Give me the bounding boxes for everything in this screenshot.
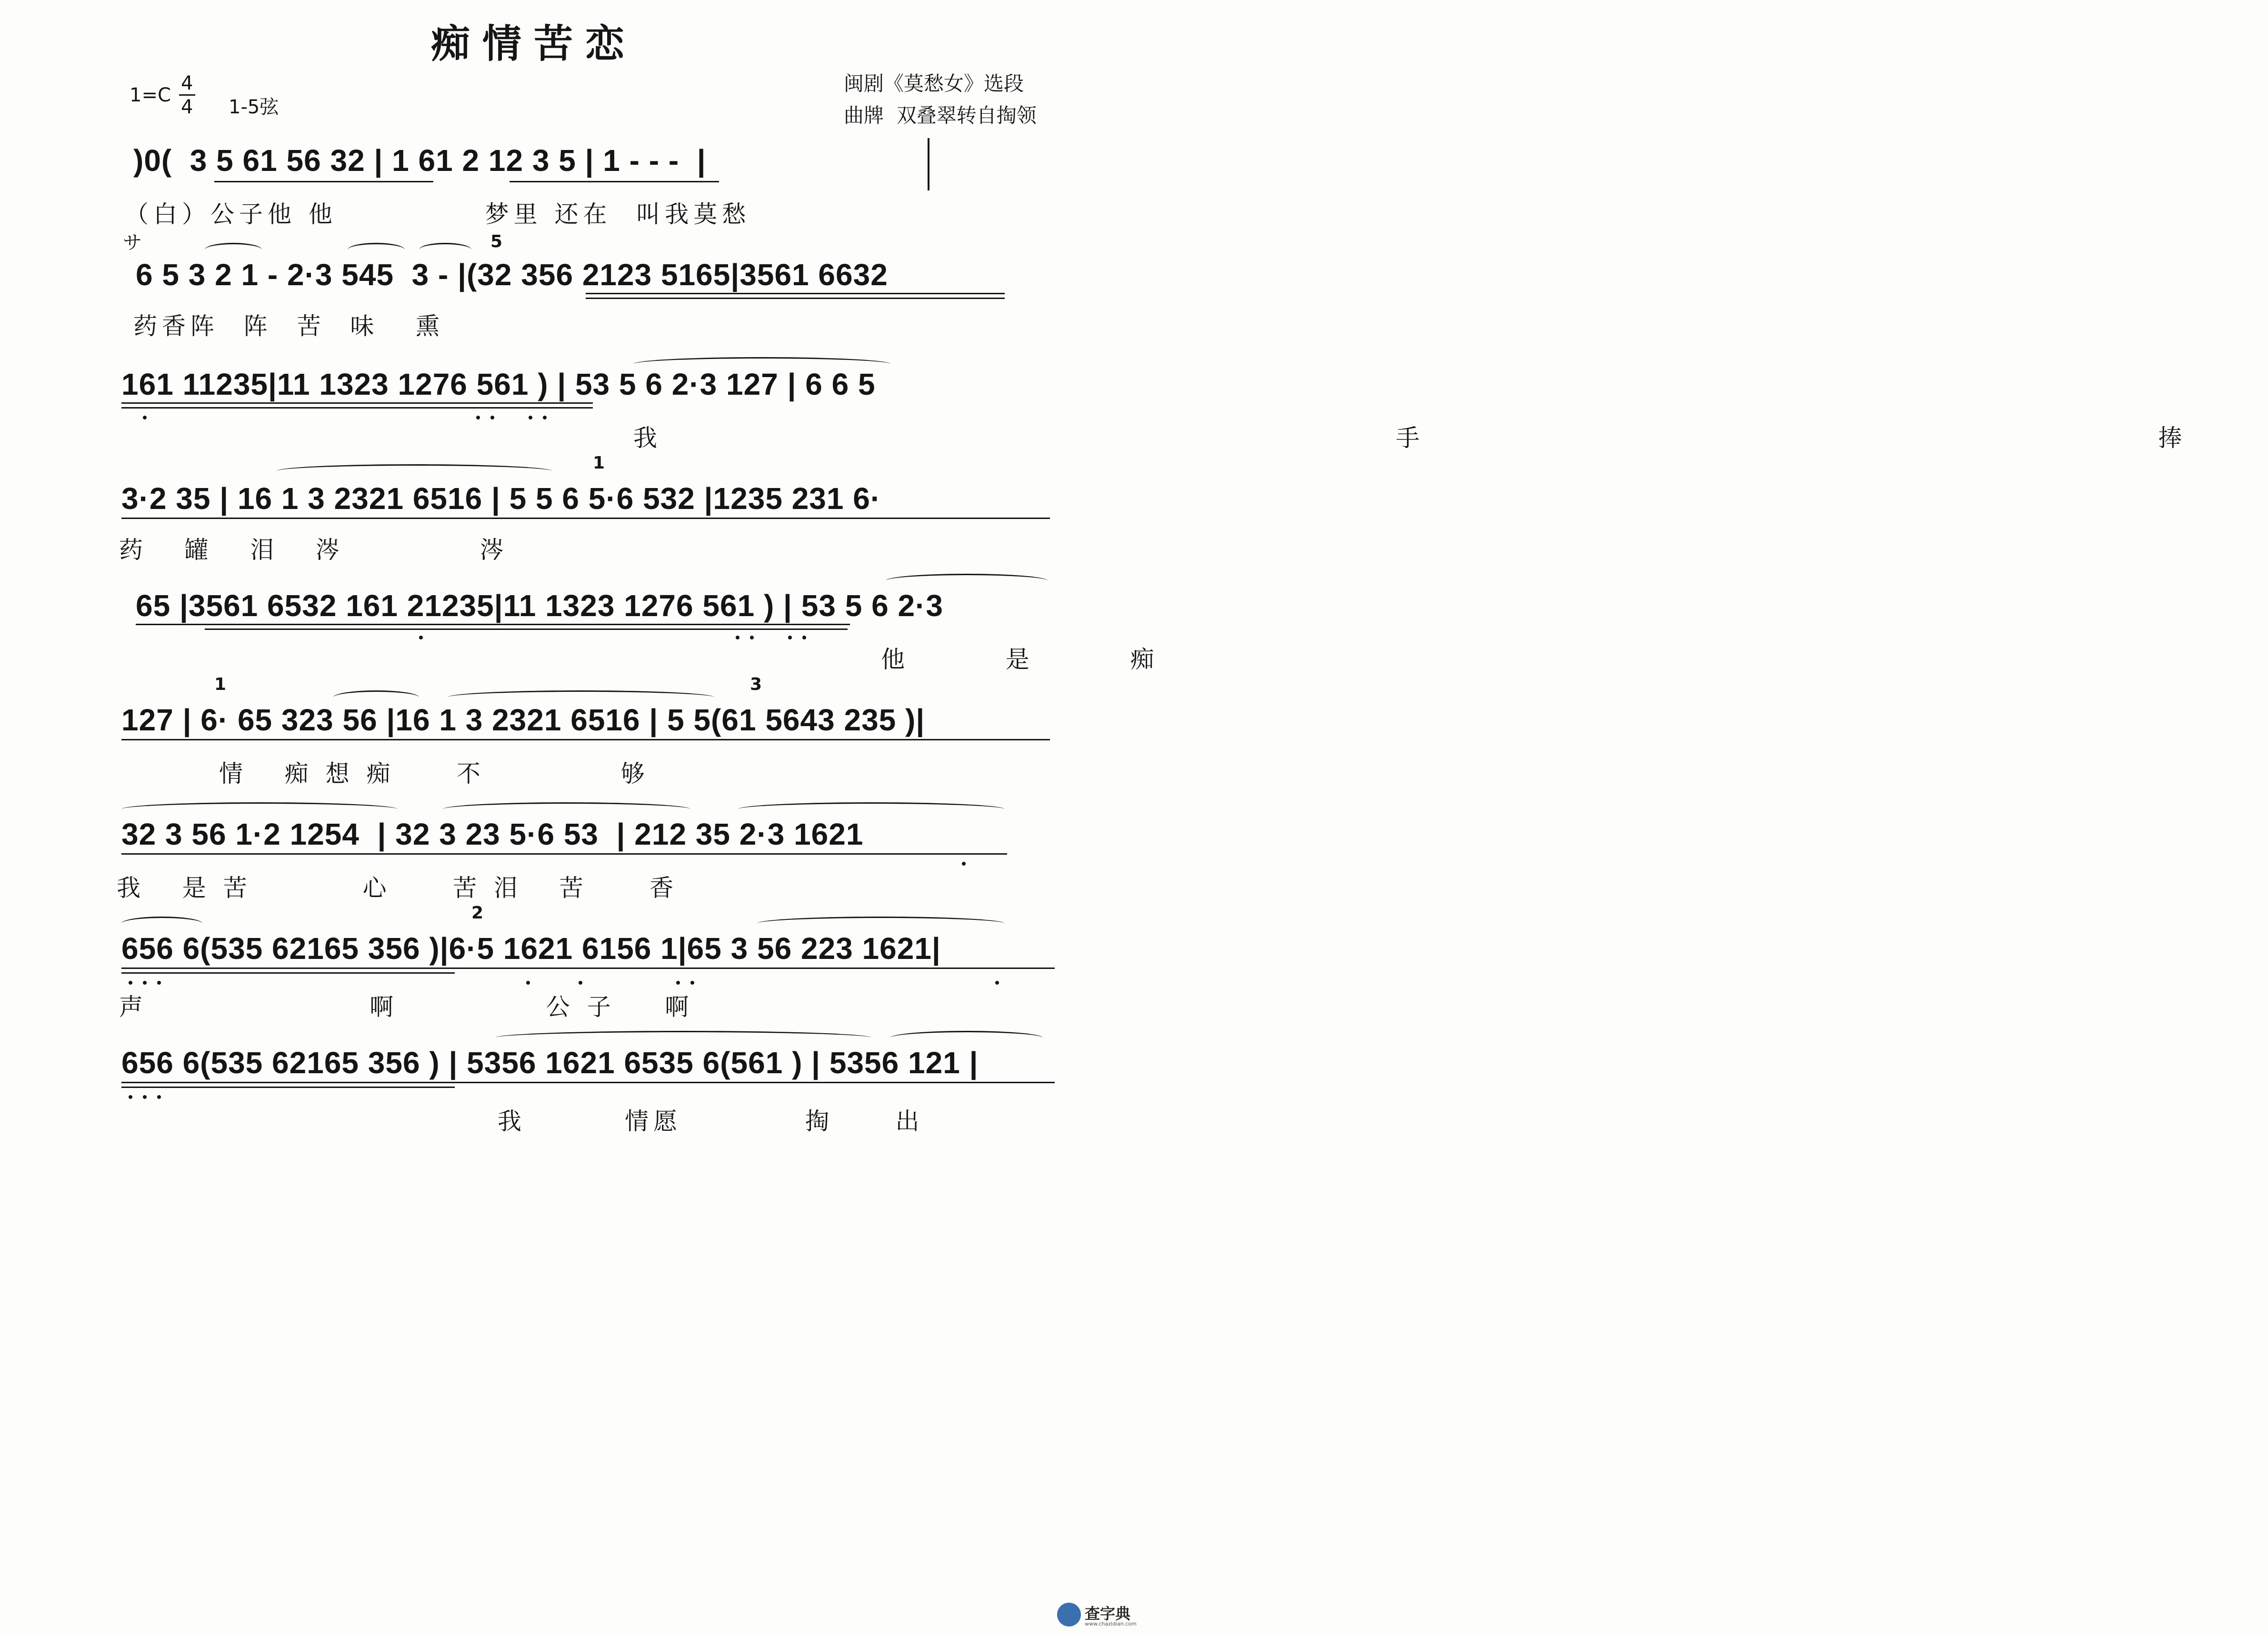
octave-dot (788, 636, 792, 639)
beam (205, 628, 848, 630)
slur (738, 802, 1005, 816)
octave-dot (750, 636, 754, 639)
time-signature-divider (179, 94, 195, 96)
lyric-line-1: （白）公子他 他 梦里 还在 叫我莫愁 (125, 200, 751, 228)
slur (495, 1031, 871, 1045)
time-signature-bottom: 4 (181, 96, 193, 118)
bar-line (928, 138, 929, 190)
lyric-line-4: 药 罐 泪 涔 涔 (119, 536, 509, 564)
octave-dot (419, 636, 423, 639)
octave-dot (995, 981, 999, 985)
octave-dot (490, 416, 494, 419)
slur (443, 802, 690, 816)
slur (348, 243, 405, 257)
slur (419, 243, 471, 257)
beam (121, 972, 455, 974)
notation-line-8: 656 6(535 62165 356 )|6·5 1621 6156 1|65 3 56 223 1621| (121, 931, 941, 966)
octave-dot (529, 416, 532, 419)
slur (276, 464, 552, 478)
beam (121, 402, 593, 404)
notation-line-2: 6 5 3 2 1 - 2·3 545 3 - |(32 356 2123 5165|3561 6632 (136, 258, 888, 292)
octave-dot (143, 416, 147, 419)
lyric-line-7: 我 是 苦 心 苦 泪 苦 香 (117, 874, 679, 902)
key-signature: 1=C (130, 84, 171, 106)
beam (586, 298, 1005, 299)
grace-note: 1 (214, 675, 227, 694)
notation-line-9: 656 6(535 62165 356 ) | 5356 1621 6535 6(561 ) | 5356 121 | (121, 1046, 979, 1080)
beam (121, 1082, 1055, 1083)
lyric-line-3: 我 手 捧 (633, 424, 2268, 452)
octave-dot (129, 981, 132, 985)
site-watermark (1057, 1600, 1143, 1633)
lyric-line-8: 声 啊 公 子 啊 (119, 993, 694, 1021)
source-opera: 闽剧《莫愁女》选段 (844, 72, 1024, 95)
source-tune: 曲牌 双叠翠转自掏领 (844, 104, 1037, 127)
octave-dot (579, 981, 582, 985)
beam (121, 518, 1050, 519)
time-signature-top: 4 (181, 72, 193, 94)
lyric-line-6: 情 痴 想 痴 不 够 (219, 760, 649, 788)
octave-dot (526, 981, 530, 985)
grace-note: 3 (750, 675, 762, 694)
octave-dot (143, 981, 147, 985)
beam (121, 853, 1007, 855)
watermark-text: 查字典 (1085, 1605, 1131, 1623)
octave-dot (690, 981, 694, 985)
notation-line-6: 127 | 6· 65 323 56 |16 1 3 2321 6516 | 5 5(61 5643 235 )| (121, 703, 925, 737)
octave-dot (543, 416, 547, 419)
beam (121, 407, 593, 409)
octave-dot (676, 981, 680, 985)
notation-line-1: )0( 3 5 61 56 32 | 1 61 2 12 3 5 | 1 - - - | (133, 143, 706, 178)
octave-dot (157, 1095, 161, 1099)
octave-dot (129, 1095, 132, 1099)
grace-note: 2 (471, 903, 484, 923)
octave-dot (157, 981, 161, 985)
watermark-url: www.chazidian.com (1085, 1621, 1137, 1627)
beam (121, 968, 1055, 969)
octave-dot (802, 636, 806, 639)
slur (205, 243, 262, 257)
slur (890, 1031, 1043, 1045)
slur (757, 917, 1005, 930)
slur (886, 574, 1048, 588)
octave-dot (143, 1095, 147, 1099)
octave-dot (476, 416, 480, 419)
slur (333, 690, 419, 704)
string-tuning: 1-5弦 (229, 96, 279, 118)
octave-dot (736, 636, 739, 639)
slur (121, 802, 398, 816)
notation-line-4: 3·2 35 | 16 1 3 2321 6516 | 5 5 6 5·6 532 |1235 231 6· (121, 481, 881, 516)
lyric-line-2: 药香阵 阵 苦 味 熏 (133, 312, 445, 340)
slur (121, 917, 202, 930)
notation-line-7: 32 3 56 1·2 1254 | 32 3 23 5·6 53 | 212 35 2·3 1621 (121, 817, 864, 851)
beam (136, 624, 850, 625)
grace-note: 5 (490, 232, 503, 251)
lyric-line-9: 我 情愿 掏 出 (498, 1107, 924, 1135)
beam (586, 293, 1005, 294)
notation-line-5: 65 |3561 6532 161 21235|11 1323 1276 561 ) | 53 5 6 2·3 (136, 589, 943, 623)
lyric-line-5: 他 是 痴 (881, 646, 1183, 673)
beam (214, 181, 433, 182)
notation-line-3: 161 11235|11 1323 1276 561 ) | 53 5 6 2·3 127 | 6 6 5 (121, 367, 876, 401)
octave-dot (962, 862, 966, 866)
grace-note: 1 (593, 453, 605, 473)
beam (121, 739, 1050, 740)
free-meter-mark: サ (123, 232, 142, 254)
slur (448, 690, 714, 704)
score-title: 痴情苦恋 (431, 21, 637, 67)
beam (121, 1087, 455, 1088)
watermark-logo-icon (1057, 1603, 1081, 1626)
beam (510, 181, 719, 182)
